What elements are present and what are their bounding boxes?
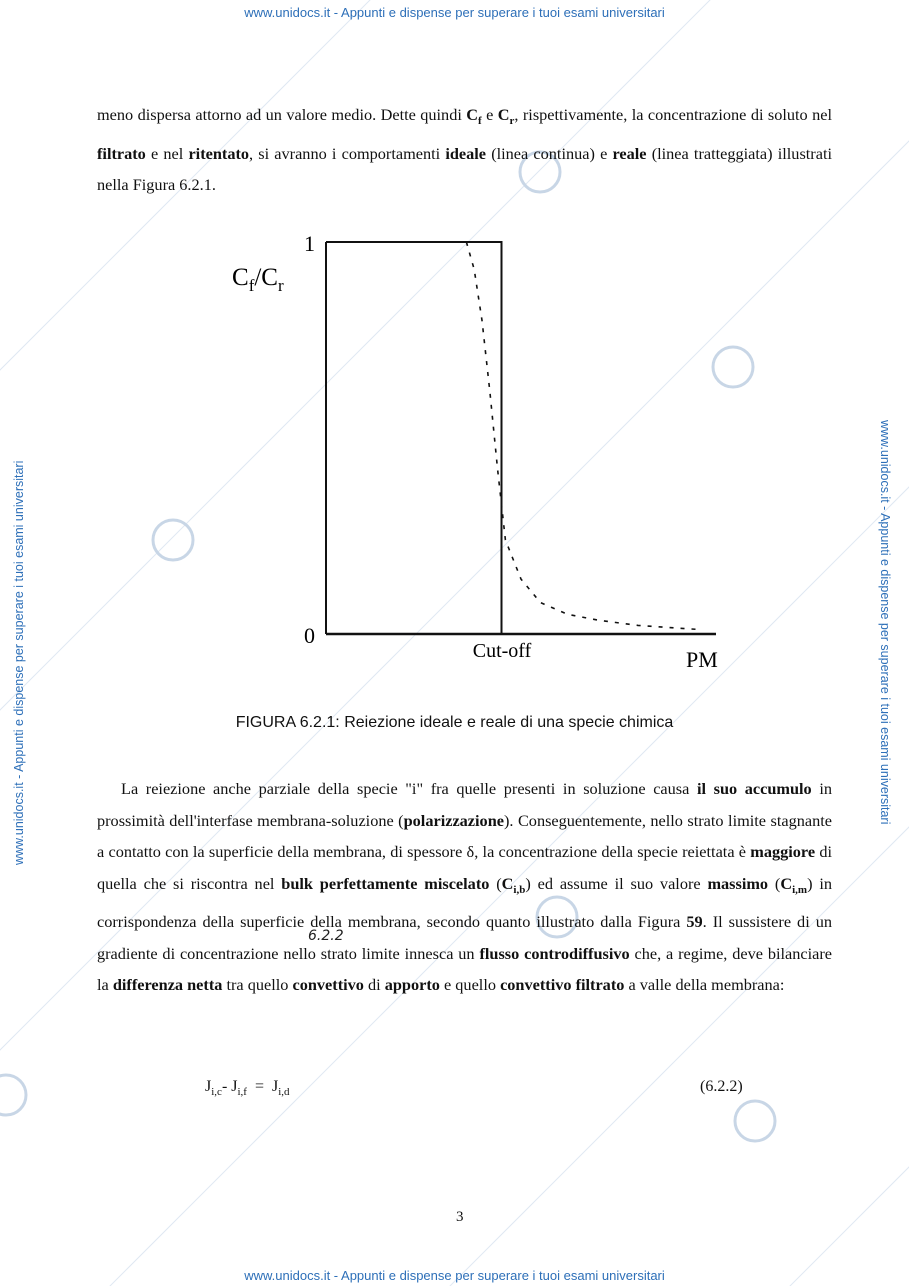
ideal-rejection-line: [326, 242, 716, 634]
page-number: 3: [456, 1209, 464, 1225]
bold-term: differenza netta: [112, 975, 223, 994]
subscript: i,m: [792, 883, 808, 896]
equation-number: (6.2.2): [700, 1078, 743, 1095]
watermark-bottom[interactable]: www.unidocs.it - Appunti e dispense per superare i tuoi esami universitari: [244, 1268, 665, 1283]
flux-symbol: J: [272, 1078, 279, 1095]
symbol-cib: C: [501, 873, 514, 893]
text: (: [768, 873, 781, 893]
bold-term: massimo: [707, 873, 769, 893]
text: a valle della membrana:: [624, 975, 785, 994]
paragraph-polarization: [97, 773, 832, 1001]
y-tick-label-top: 1: [304, 231, 315, 256]
text: tra quello: [222, 975, 293, 994]
x-tick-label-cutoff: Cut-off: [472, 640, 532, 662]
bold-term: maggiore: [750, 842, 816, 861]
chart-axes: [326, 242, 716, 634]
watermark-left: www.unidocs.it - Appunti e dispense per superare i tuoi esami universitari: [12, 460, 26, 865]
operator-equals: =: [246, 1078, 273, 1095]
ylabel-sub-f: f: [248, 276, 255, 295]
text: ). Conseguentemente, nello strato limite stagnante a contatto con la superficie della membrana, di spessore δ, la concentrazione della specie reiettata è: [97, 810, 832, 861]
ylabel-c: C: [232, 264, 249, 291]
text: e quello: [439, 975, 501, 994]
subscript: i,c: [211, 1086, 222, 1098]
figure-reference: 59: [686, 912, 703, 931]
text: di: [363, 975, 385, 994]
subscript: f: [478, 115, 482, 127]
y-tick-label-bottom: 0: [304, 623, 315, 648]
bold-term: flusso controdiffusivo: [479, 943, 630, 963]
symbol-cim: C: [780, 873, 793, 893]
text: ) ed assume il suo valore: [525, 873, 708, 893]
operator-minus: -: [221, 1078, 232, 1095]
y-axis-label: [232, 264, 284, 295]
bold-term: convettivo filtrato: [500, 975, 625, 994]
text: La reiezione anche parziale della specie "i" fra quelle presenti in soluzione causa: [121, 779, 697, 798]
text: che, a regime, deve bilanciare la: [97, 943, 832, 994]
text: di quella che si riscontra nel: [97, 842, 832, 893]
text: ) in corrispondenza della superficie della membrana, secondo quanto illustrato dalla Figura: [97, 873, 833, 931]
bold-term: convettivo: [292, 975, 364, 994]
text: (linea tratteggiata) illustrati nella Figura 6.2.1.: [97, 143, 833, 194]
flux-symbol: J: [205, 1078, 212, 1095]
symbol-cf: C: [466, 105, 479, 124]
chart-series: [326, 242, 716, 634]
bold-term: filtrato: [97, 143, 146, 163]
bold-term: polarizzazione: [403, 810, 504, 830]
subscript: r: [509, 115, 515, 127]
text: meno dispersa attorno ad un valore medio. Dette quindi: [97, 105, 467, 124]
subscript: i,b: [513, 883, 526, 896]
subscript: i,f: [237, 1086, 247, 1098]
text: , si avranno i comportamenti: [249, 143, 446, 163]
figure-caption: FIGURA 6.2.1: Reiezione ideale e reale di una specie chimica: [235, 714, 674, 731]
text: (linea continua) e: [486, 143, 613, 163]
bold-term: ideale: [445, 143, 487, 163]
flux-symbol: J: [231, 1078, 238, 1095]
ylabel-sep: /C: [254, 264, 278, 291]
ylabel-sub-r: r: [277, 276, 284, 295]
x-axis-label: PM: [686, 647, 718, 672]
watermark-right: www.unidocs.it - Appunti e dispense per superare i tuoi esami universitari: [878, 420, 892, 825]
equation: [205, 1078, 290, 1098]
subscript: i,d: [278, 1086, 290, 1098]
text: e nel: [145, 143, 189, 163]
bold-term: ritentato: [188, 143, 250, 163]
text: in prossimità dell'interfase membrana-soluzione (: [97, 779, 832, 830]
handwritten-note: 6.2.2: [308, 928, 344, 944]
text: (: [489, 873, 502, 893]
text: e: [481, 105, 498, 124]
watermark-top[interactable]: www.unidocs.it - Appunti e dispense per superare i tuoi esami universitari: [244, 5, 665, 20]
bold-term: bulk perfettamente miscelato: [281, 873, 490, 893]
text: . Il sussistere di un gradiente di concentrazione nello strato limite innesca un: [97, 912, 832, 963]
bold-term: apporto: [384, 975, 440, 994]
bold-term: il suo accumulo: [696, 779, 812, 798]
text: , rispettivamente, la concentrazione di soluto nel: [514, 105, 832, 124]
symbol-cr: C: [497, 105, 510, 124]
bold-term: reale: [612, 143, 647, 163]
